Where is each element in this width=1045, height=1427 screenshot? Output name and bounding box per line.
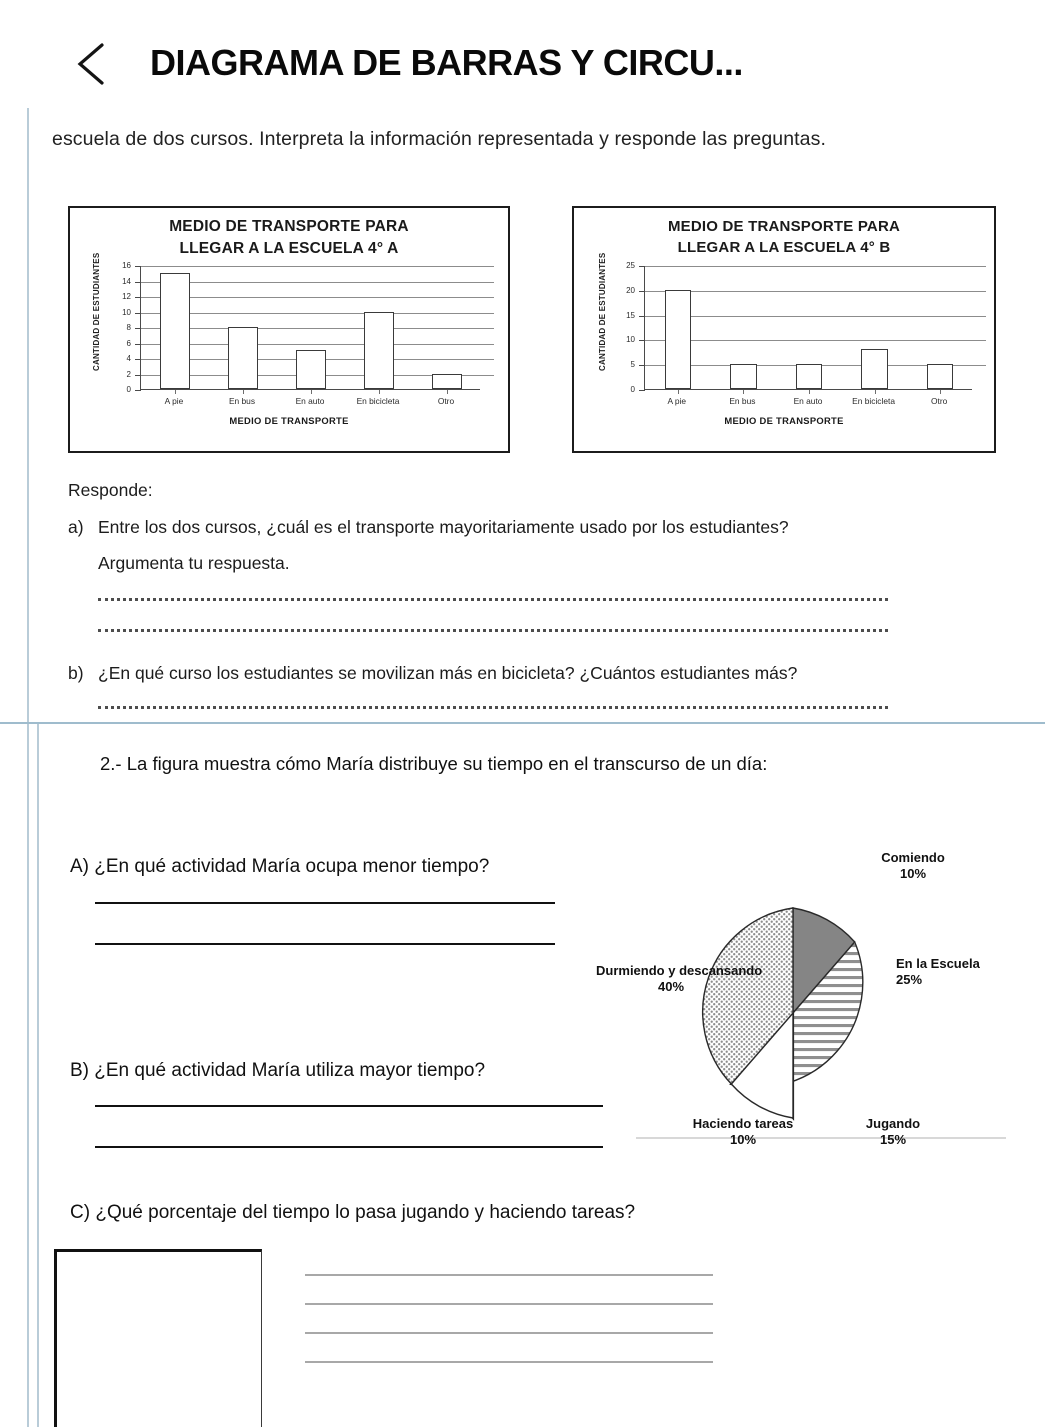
pie-label-durmiendo-name: Durmiendo y descansando [596, 963, 763, 978]
question-b-marker: b) [68, 663, 84, 683]
answer-line[interactable] [305, 1303, 713, 1305]
answer-box[interactable] [54, 1249, 262, 1427]
bar [228, 327, 258, 389]
x-tick-label: En bus [228, 396, 256, 406]
y-tick-label: 14 [122, 276, 131, 286]
chart-a-title-line1: MEDIO DE TRANSPORTE PARA [169, 218, 409, 235]
gridline [141, 328, 494, 329]
question-2b-marker: B) [70, 1060, 89, 1081]
question-a-text-2: Argumenta tu respuesta. [98, 553, 290, 573]
y-tick-label: 4 [126, 354, 131, 363]
x-tick-mark [940, 390, 941, 394]
question-b-text: ¿En qué curso los estudiantes se movilizan más en bicicleta? ¿Cuántos estudiantes más? [98, 663, 798, 683]
x-tick-mark [809, 390, 810, 394]
bar [296, 350, 326, 389]
x-tick-label: En auto [295, 396, 325, 406]
answer-line[interactable] [95, 1146, 603, 1148]
y-tick-mark [639, 316, 645, 317]
x-tick-mark [447, 390, 448, 394]
page2-margin-rule [37, 724, 39, 1427]
pie-label-jugando-name: Jugando [865, 1116, 921, 1131]
x-tick-label: A pie [667, 396, 687, 406]
y-tick-mark [135, 359, 141, 360]
answer-line[interactable] [95, 943, 555, 945]
x-tick-mark [243, 390, 244, 394]
x-tick-label: En bicicleta [852, 396, 895, 406]
chart-a-xlabel: MEDIO DE TRANSPORTE [229, 415, 349, 426]
y-tick-label: 25 [626, 261, 635, 270]
question-2b-text: ¿En qué actividad María utiliza mayor tiempo? [94, 1060, 486, 1081]
pie-label-comiendo [843, 850, 983, 883]
chart-b-title-line1: MEDIO DE TRANSPORTE PARA [667, 218, 901, 235]
pie-label-jugando [833, 1116, 953, 1149]
question-2c-text: ¿Qué porcentaje del tiempo lo pasa jugando y haciendo tareas? [95, 1202, 636, 1223]
y-tick-label: 6 [126, 338, 131, 348]
x-tick-label: Otro [931, 396, 948, 406]
pie-label-durmiendo [596, 963, 763, 996]
x-tick-mark [175, 390, 176, 394]
y-tick-mark [639, 340, 645, 341]
chart-a-plot-area [122, 261, 480, 394]
pie-label-escuela [896, 956, 1026, 989]
x-tick-label: Otro [437, 396, 455, 406]
bar-chart-4a [68, 206, 510, 453]
chart-b-title [574, 216, 994, 259]
pie-label-tareas [678, 1116, 808, 1149]
gridline [645, 266, 986, 267]
chart-a-plot [116, 261, 492, 406]
chart-a-ylabel: CANTIDAD DE ESTUDIANTES [92, 252, 101, 371]
chart-a-title-line2: LLEGAR A LA ESCUELA 4° A [179, 240, 399, 257]
bar [665, 290, 691, 389]
x-tick-label: En bus [729, 396, 756, 406]
y-tick-label: 8 [126, 323, 131, 332]
responde-label: Responde: [68, 480, 153, 500]
gridline [141, 282, 494, 283]
y-tick-mark [135, 297, 141, 298]
pie-label-tareas-name: Haciendo tareas [692, 1116, 794, 1131]
y-tick-label: 10 [626, 335, 635, 345]
pie-label-escuela-name: En la Escuela [896, 956, 980, 971]
y-tick-label: 2 [126, 369, 131, 379]
bar [861, 349, 887, 389]
answer-line[interactable] [305, 1361, 713, 1363]
gridline [645, 340, 986, 341]
chart-b-plot [620, 261, 980, 406]
x-tick-mark [875, 390, 876, 394]
y-tick-mark [135, 328, 141, 329]
y-tick-mark [135, 375, 141, 376]
question-2b [70, 1060, 485, 1082]
bar-chart-4b [572, 206, 996, 453]
answer-line[interactable] [305, 1274, 713, 1276]
x-tick-label: En bicicleta [356, 396, 400, 406]
gridline [141, 313, 494, 314]
y-tick-mark [135, 390, 141, 391]
answer-line[interactable] [95, 902, 555, 904]
answer-dotted-line[interactable] [98, 598, 888, 601]
chart-b-plot-area [626, 261, 972, 394]
x-tick-mark [678, 390, 679, 394]
pie-label-durmiendo-value: 40% [657, 979, 685, 995]
question-a-marker: a) [68, 517, 84, 537]
x-tick-mark [743, 390, 744, 394]
y-tick-label: 10 [122, 307, 131, 317]
x-tick-label: A pie [164, 396, 184, 406]
y-tick-mark [639, 266, 645, 267]
y-tick-label: 15 [626, 310, 635, 320]
y-tick-mark [639, 291, 645, 292]
pie-label-comiendo-name: Comiendo [881, 850, 945, 865]
page-title: DIAGRAMA DE BARRAS Y CIRCU... [150, 42, 743, 83]
question-2a-text: ¿En qué actividad María ocupa menor tiempo? [94, 856, 490, 877]
y-tick-mark [135, 344, 141, 345]
question-2c-marker: C) [70, 1202, 91, 1223]
y-tick-label: 0 [126, 385, 131, 394]
page-separator [0, 722, 1045, 724]
bar [160, 273, 190, 389]
gridline [141, 297, 494, 298]
gridline [645, 291, 986, 292]
chart-b-ylabel: CANTIDAD DE ESTUDIANTES [598, 252, 607, 371]
y-tick-label: 12 [122, 292, 131, 301]
gridline [645, 316, 986, 317]
y-tick-label: 16 [122, 261, 131, 270]
question-2a [70, 856, 489, 878]
chart-a-title [70, 216, 508, 260]
intro-text: escuela de dos cursos. Interpreta la información representada y responde las preguntas. [52, 128, 826, 150]
x-tick-label: En auto [793, 396, 823, 406]
y-tick-mark [135, 282, 141, 283]
chart-b-title-line2: LLEGAR A LA ESCUELA 4° B [677, 239, 891, 257]
gridline [141, 266, 494, 267]
y-tick-label: 0 [630, 385, 635, 394]
pie-label-jugando-value: 15% [879, 1132, 907, 1148]
y-tick-mark [639, 365, 645, 366]
chart-b-xlabel: MEDIO DE TRANSPORTE [724, 415, 844, 426]
y-tick-label: 20 [626, 285, 635, 295]
exercise2-heading: 2.- La figura muestra cómo María distribuye su tiempo en el transcurso de un día: [100, 753, 768, 774]
scanned-worksheet [0, 108, 1045, 1427]
pie-label-escuela-value: 25% [896, 972, 923, 988]
bar [432, 374, 462, 390]
x-tick-mark [311, 390, 312, 394]
pie-label-tareas-value: 10% [729, 1132, 757, 1148]
answer-dotted-line[interactable] [98, 706, 888, 709]
back-button[interactable] [72, 40, 116, 88]
question-a-text: Entre los dos cursos, ¿cuál es el transporte mayoritariamente usado por los estudiantes? [98, 517, 789, 537]
bar [730, 364, 756, 389]
bar [796, 364, 822, 389]
chevron-left-icon [72, 40, 116, 88]
y-tick-mark [135, 266, 141, 267]
answer-line[interactable] [305, 1332, 713, 1334]
question-2c [70, 1202, 635, 1224]
bar [364, 312, 394, 390]
page-margin-rule [27, 108, 29, 1427]
pie-label-comiendo-value: 10% [899, 866, 927, 882]
y-tick-mark [639, 390, 645, 391]
answer-dotted-line[interactable] [98, 629, 888, 632]
y-tick-mark [135, 313, 141, 314]
answer-line[interactable] [95, 1105, 603, 1107]
y-tick-label: 5 [630, 360, 635, 370]
question-2a-marker: A) [70, 856, 89, 877]
bar [927, 364, 953, 389]
app-header [0, 0, 1045, 108]
gridline [141, 344, 494, 345]
pie-chart-maria-time [596, 848, 1018, 1168]
x-tick-mark [379, 390, 380, 394]
